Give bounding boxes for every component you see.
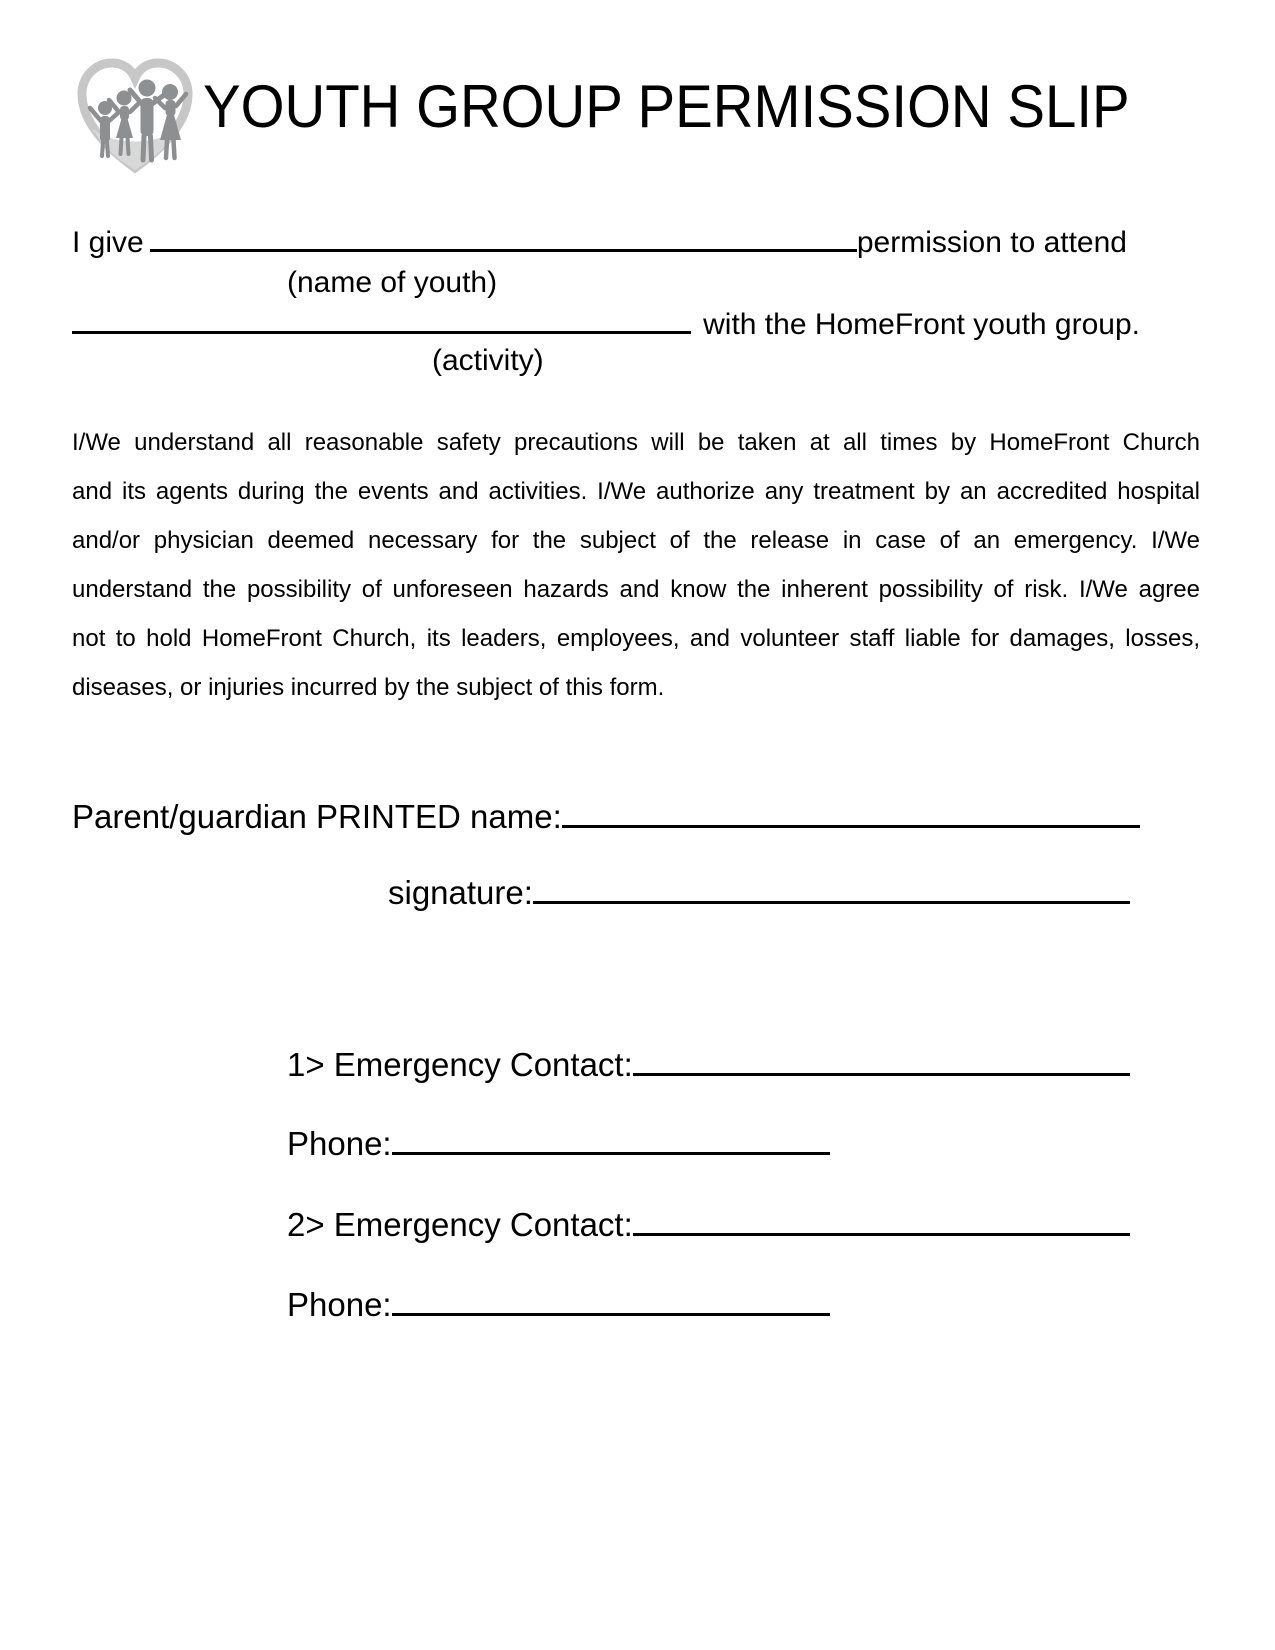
printed-name-row xyxy=(72,798,1140,836)
emergency-contact-1-label: 1> Emergency Contact: xyxy=(287,1046,633,1083)
release-paragraph-line: I/We understand all reasonable safety precautions will be taken at all times by HomeFront Church xyxy=(72,429,1200,456)
phone-2-row xyxy=(287,1286,830,1324)
emergency-contact-1-blank[interactable] xyxy=(633,1073,1130,1076)
activity-row xyxy=(72,308,1140,342)
give-permission-row xyxy=(72,226,1127,260)
release-paragraph-line: and/or physician deemed necessary for the subject of the release in case of an emergency. I/We xyxy=(72,527,1200,554)
with-youth-group-label: with the HomeFront youth group. xyxy=(703,308,1140,341)
emergency-contact-2-blank[interactable] xyxy=(633,1233,1130,1236)
name-of-youth-blank[interactable] xyxy=(150,249,857,252)
phone-2-blank[interactable] xyxy=(392,1313,830,1316)
signature-blank[interactable] xyxy=(533,901,1130,904)
printed-name-label: Parent/guardian PRINTED name: xyxy=(72,798,562,835)
i-give-label: I give xyxy=(72,226,144,259)
release-paragraph-line: understand the possibility of unforeseen hazards and know the inherent possibility of risk. I/We agree xyxy=(72,576,1200,603)
page-title: YOUTH GROUP PERMISSION SLIP xyxy=(203,73,1130,140)
phone-1-label: Phone: xyxy=(287,1125,392,1162)
printed-name-blank[interactable] xyxy=(562,825,1140,828)
emergency-contact-2-label: 2> Emergency Contact: xyxy=(287,1206,633,1243)
release-paragraph-line: diseases, or injuries incurred by the subject of this form. xyxy=(72,674,665,701)
activity-blank[interactable] xyxy=(72,331,691,334)
release-paragraph-line: and its agents during the events and activities. I/We authorize any treatment by an accredited hospital xyxy=(72,478,1200,505)
activity-caption: (activity) xyxy=(432,344,544,377)
signature-label: signature: xyxy=(388,874,533,911)
phone-1-blank[interactable] xyxy=(392,1152,830,1155)
phone-1-row xyxy=(287,1125,830,1163)
release-paragraph-line: not to hold HomeFront Church, its leaders, employees, and volunteer staff liable for damages, losses, xyxy=(72,625,1200,652)
name-of-youth-caption: (name of youth) xyxy=(287,266,498,299)
phone-2-label: Phone: xyxy=(287,1286,392,1323)
permission-to-attend-label: permission to attend xyxy=(856,226,1127,259)
family-heart-logo-icon xyxy=(72,50,198,186)
release-paragraph xyxy=(72,418,1200,712)
emergency-contact-2-row xyxy=(287,1206,1130,1244)
emergency-contact-1-row xyxy=(287,1046,1130,1084)
signature-row xyxy=(388,874,1130,912)
